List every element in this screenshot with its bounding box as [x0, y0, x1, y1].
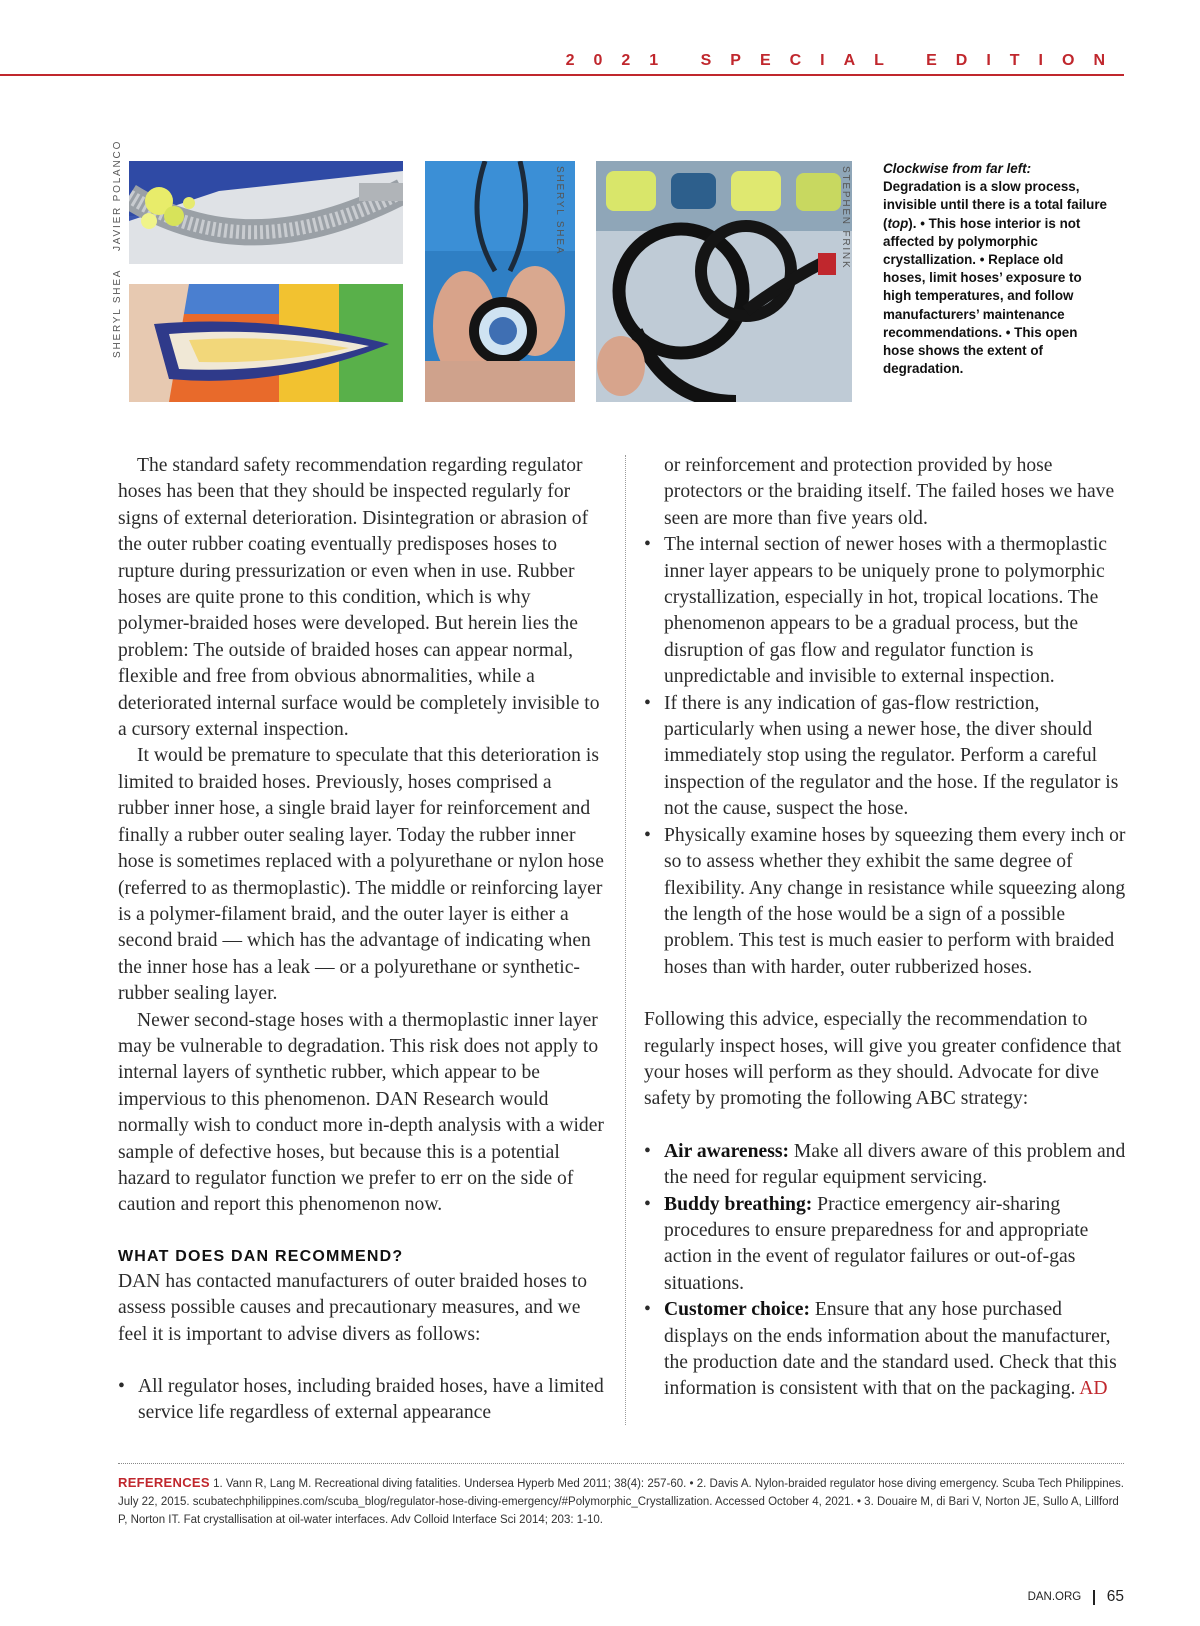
paragraph: It would be premature to speculate that this deterioration is limited to braided hoses. Previously, hoses comprised a rubber inner hose, a single braid layer for reinforcement and finally a rubber outer sealing layer. Today the rubber inner hose is sometimes replaced with a polyurethane or nylon hose (referred to as thermoplastic). The middle or reinforcing layer is a polymer-filament braid, and the outer layer is either a second braid — which has the advantage of indicating when the inner hose has a leak — or a polyurethane or synthetic-rubber sealing layer. [118, 745, 604, 1005]
abc-strategy-list [644, 1139, 1130, 1403]
photo-coiled-hoses [596, 161, 852, 402]
list-item: • If there is any indication of gas-flow restriction, particularly when using a newer hose, the diver should immediately stop using the regulator. Perform a careful inspection of the regulator and the hose. If the regulator is not the cause, suspect the hose. [644, 691, 1130, 823]
header-rule [0, 74, 1124, 76]
paragraph: DAN has contacted manufacturers of outer braided hoses to assess possible causes and precautionary measures, and we feel it is important to advise divers as follows: [118, 1270, 587, 1345]
column-divider [625, 455, 626, 1425]
section-heading: WHAT DOES DAN RECOMMEND? [118, 1247, 404, 1265]
list-item: • All regulator hoses, including braided hoses, have a limited service life regardless of external appearance [118, 1374, 606, 1427]
references-text: 1. Vann R, Lang M. Recreational diving fatalities. Undersea Hyperb Med 2011; 38(4): 257-60. • 2. Davis A. Nylon-braided regulator hose diving emergency. Scuba Tech Philippines. July 22, 2015. scubatechphilippines.com/scuba_blog/regulator-hose-diving-emergency/#Polymorphic_Crystallization. Accessed October 4, 2021. • 3. Douaire M, di Bari V, Norton JE, Sullo A, Lillford P, Norton IT. Fat crystallisation at oil-water interfaces. Adv Colloid Interface Sci 2014; 203: 1-10. [118, 1478, 1124, 1526]
list-item: • Buddy breathing: Practice emergency air-sharing procedures to ensure preparedness for and appropriate action in the event of regulator failures or out-of-gas situations. [644, 1192, 1130, 1298]
references-rule [118, 1463, 1124, 1464]
photo-hose-crystals [129, 161, 403, 264]
list-item: • The internal section of newer hoses with a thermoplastic inner layer appears to be uniquely prone to polymorphic crystallization, especially in hot, tropical locations. The phenomenon appears to be a gradual process, but the disruption of gas flow and regulator function is unpredictable and invisible to external inspection. [644, 532, 1130, 690]
edition-header: 2021 SPECIAL EDITION [565, 52, 1124, 69]
list-item: • Physically examine hoses by squeezing them every inch or so to assess whether they exhibit the same degree of flexibility. Any change in resistance while squeezing along the length of the hose would be a sign of a possible problem. This test is much easier to perform with braided hoses than with harder, outer rubberized hoses. [644, 823, 1130, 981]
photo-open-hose [129, 284, 403, 402]
photo-credit: STEPHEN FRINK [840, 166, 851, 270]
list-item-continuation: or reinforcement and protection provided by hose protectors or the braiding itself. The failed hoses we have seen are more than five years old. [664, 455, 1115, 529]
caption-text: ). • This hose interior is not affected by polymorphic crystallization. • Replace old hoses, limit hoses’ exposure to high temperatures, and follow manufacturers’ maintenance recommendations. • This open hose shows the extent of degradation. [883, 215, 1082, 377]
abc-term: Buddy breathing: [664, 1193, 813, 1215]
site-name: DAN.ORG [1027, 1591, 1082, 1603]
article-column-left [118, 453, 606, 1427]
paragraph: The standard safety recommendation regarding regulator hoses has been that they should be inspected regularly for signs of external deterioration. Disintegration or abrasion of the outer rubber coating eventually predisposes hoses to rupture during pressurization or even when in use. Rubber hoses are quite prone to this condition, which is why polymer-braided hoses were developed. But herein lies the problem: The outside of braided hoses can appear normal, flexible and free from obvious abnormalities, while a deteriorated internal surface would be completely invisible to a cursory external inspection. [118, 455, 600, 741]
recommendation-list [118, 1374, 606, 1427]
end-mark: AD [1079, 1378, 1108, 1400]
footer-separator [1093, 1590, 1095, 1605]
paragraph: Following this advice, especially the recommendation to regularly inspect hoses, will give you greater confidence that your hoses will perform as they should. Advocate for dive safety by promoting the following ABC strategy: [644, 1009, 1122, 1110]
list-item: • Customer choice: Ensure that any hose purchased displays on the ends information about the manufacturer, the production date and the standard used. Check that this information is consistent with that on the packaging. AD [644, 1297, 1130, 1403]
page-number: 65 [1106, 1588, 1124, 1605]
caption-text: Degradation is a slow process, invisible until there is a total failure ( [883, 179, 1107, 231]
references [118, 1474, 1128, 1529]
caption-top-word: top [887, 215, 909, 231]
page-footer [1028, 1588, 1124, 1606]
abc-term: Customer choice: [664, 1299, 811, 1321]
paragraph: Newer second-stage hoses with a thermoplastic inner layer may be vulnerable to degradation. This risk does not apply to internal layers of synthetic rubber, which appear to be impervious to this phenomenon. DAN Research would normally wish to conduct more in-depth analysis with a wider sample of defective hoses, but because this is a potential hazard to regulator function we prefer to err on the side of caution and report this phenomenon now. [118, 1009, 604, 1216]
abc-term: Air awareness: [664, 1140, 789, 1162]
references-title: REFERENCES [118, 1475, 210, 1490]
photo-hose-end [425, 161, 575, 402]
list-item: • Air awareness: Make all divers aware of this problem and the need for regular equipment servicing. [644, 1139, 1130, 1192]
article-column-right [644, 453, 1130, 1403]
photo-credit: SHERYL SHEA [554, 166, 565, 256]
recommendation-list [644, 532, 1130, 981]
photo-credit: SHERYL SHEA [112, 268, 123, 358]
caption-lead: Clockwise from far left: [883, 161, 1032, 176]
photo-caption [883, 160, 1108, 378]
photo-credit: JAVIER POLANCO [112, 139, 123, 251]
